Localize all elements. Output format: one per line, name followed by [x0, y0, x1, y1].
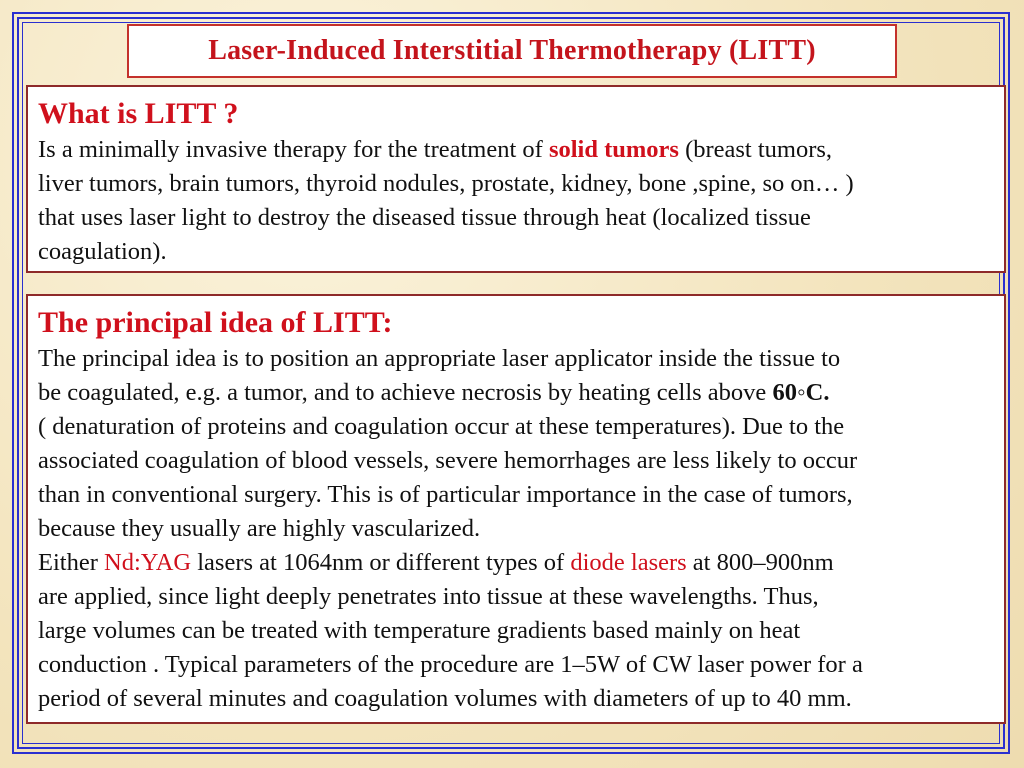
- para2-line: period of several minutes and coagulation volumes with diameters of up to 40 mm.: [38, 685, 852, 712]
- temperature-value: 60◦C.: [772, 379, 830, 406]
- diode-lasers-highlight: diode lasers: [570, 549, 687, 576]
- para2-line: The principal idea is to position an appropriate laser applicator inside the tissue to: [38, 345, 841, 372]
- para2-line: conduction . Typical parameters of the procedure are 1–5W of CW laser power for a: [38, 651, 863, 678]
- text: Is a minimally invasive therapy for the treatment of: [38, 136, 549, 163]
- para1-line: coagulation).: [38, 238, 167, 265]
- principal-idea-heading: The principal idea of LITT:: [38, 306, 393, 339]
- what-is-litt-heading: What is LITT ?: [38, 97, 239, 130]
- principal-idea-paragraph: [38, 342, 1004, 716]
- text: Either: [38, 549, 104, 576]
- text: (breast tumors,: [678, 136, 833, 163]
- para2-line: associated coagulation of blood vessels, severe hemorrhages are less likely to occur: [38, 447, 858, 474]
- para2-line: are applied, since light deeply penetrates into tissue at these wavelengths. Thus,: [38, 583, 819, 610]
- para2-line: large volumes can be treated with temperature gradients based mainly on heat: [38, 617, 801, 644]
- para2-line: than in conventional surgery. This is of particular importance in the case of tumors,: [38, 481, 853, 508]
- para2-line: because they usually are highly vascularized.: [38, 515, 481, 542]
- principal-idea-box: [26, 294, 1006, 724]
- para1-line: [38, 133, 1004, 167]
- para2-line: [38, 376, 1004, 410]
- what-is-litt-box: [26, 85, 1006, 273]
- para1-line: that uses laser light to destroy the diseased tissue through heat (localized tissue: [38, 204, 811, 231]
- text: be coagulated, e.g. a tumor, and to achieve necrosis by heating cells above: [38, 379, 773, 406]
- para2-line: ( denaturation of proteins and coagulation occur at these temperatures). Due to the: [38, 413, 845, 440]
- text: lasers at 1064nm or different types of: [191, 549, 571, 576]
- para2-line: [38, 546, 1004, 580]
- ndyag-laser-highlight: Nd:YAG: [104, 549, 192, 576]
- para1-line: liver tumors, brain tumors, thyroid nodules, prostate, kidney, bone ,spine, so on… ): [38, 170, 854, 197]
- what-is-litt-paragraph: [38, 133, 1004, 269]
- text: at 800–900nm: [686, 549, 834, 576]
- title-box: [127, 24, 897, 78]
- solid-tumors-highlight: solid tumors: [548, 136, 679, 163]
- slide-title: Laser-Induced Interstitial Thermotherapy (LITT): [208, 35, 816, 66]
